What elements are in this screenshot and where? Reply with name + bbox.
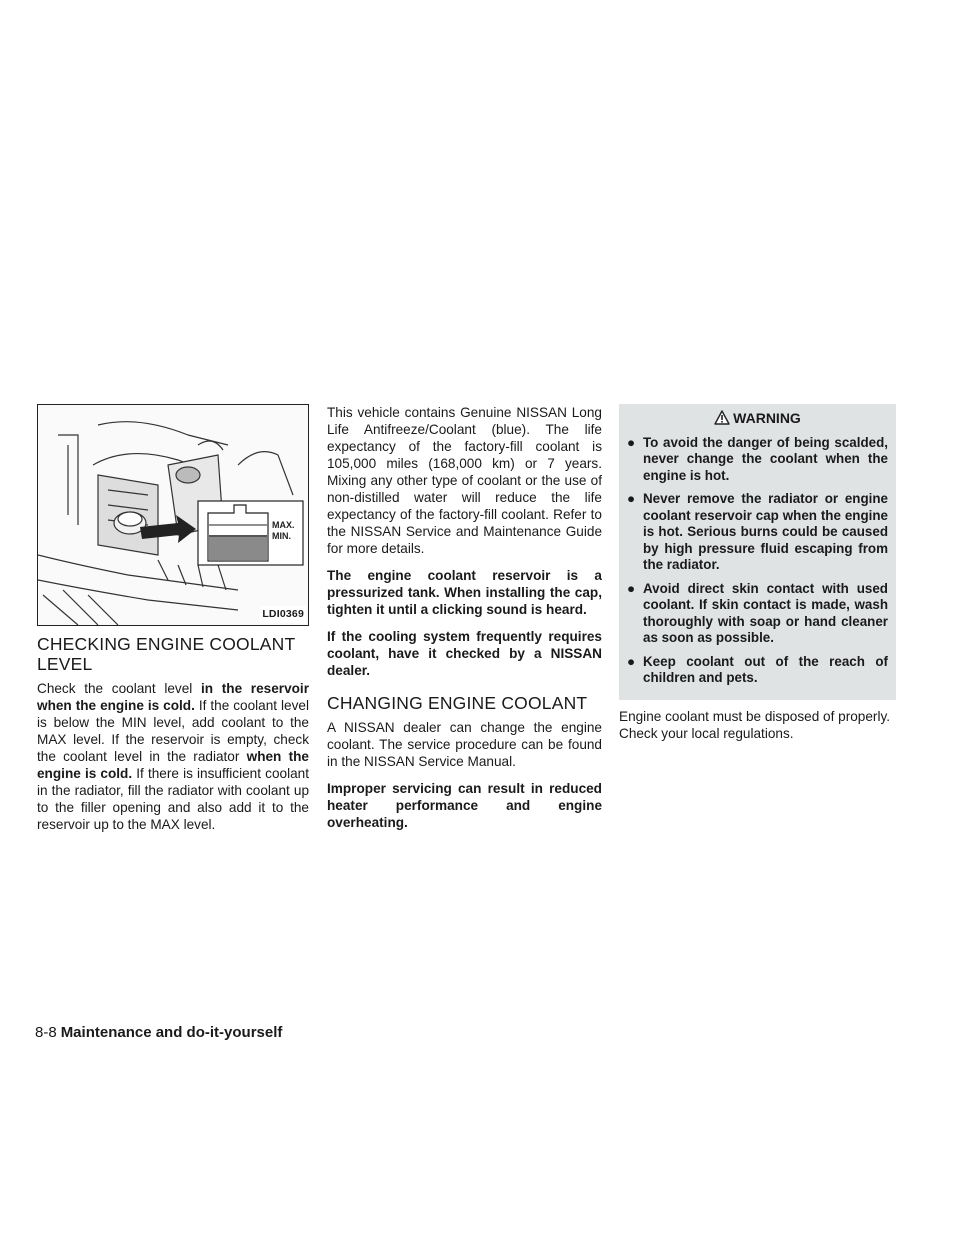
text-run-bold: when the engine is cold. <box>37 749 309 781</box>
column-left <box>37 404 309 843</box>
list-item <box>627 491 888 574</box>
section-heading-checking-coolant: CHECKING ENGINE COOLANT LEVEL <box>37 634 296 674</box>
list-item <box>627 581 888 647</box>
list-item <box>627 654 888 687</box>
engine-bay-figure <box>37 404 309 626</box>
warning-box <box>619 404 896 700</box>
checking-coolant-paragraph <box>37 680 309 833</box>
changing-coolant-paragraph: A NISSAN dealer can change the engine coolant. The service procedure can be found in the NISSAN Service Manual. <box>327 720 602 769</box>
list-item <box>627 435 888 485</box>
bullet-icon: ● <box>627 580 636 596</box>
dealer-check-note: If the cooling system frequently requires coolant, have it checked by a NISSAN dealer. <box>327 629 602 678</box>
section-heading-changing-coolant: CHANGING ENGINE COOLANT <box>327 693 588 713</box>
bullet-icon: ● <box>627 434 636 450</box>
text-run: Check the coolant level <box>37 681 201 696</box>
coolant-info-paragraph: This vehicle contains Genuine NISSAN Long Life Antifreeze/Coolant (blue). The life expectancy of the factory-fill coolant is 105,000 miles (168,000 km) or 7 years. Mixing any other type of coolant or the use of non-distilled water will reduce the life expectancy of the factory-fill coolant. Refer to the NISSAN Service and Maintenance Guide for more details. <box>327 405 602 556</box>
text-run: If there is insufficient coolant in the radiator, fill the radiator with coolant up to the filler opening and also add it to the reservoir up to the MAX level. <box>37 766 309 832</box>
column-middle <box>327 404 602 841</box>
warning-item-text: Keep coolant out of the reach of children and pets. <box>643 653 888 685</box>
warning-triangle-icon <box>714 410 730 425</box>
warning-title <box>627 406 888 435</box>
engine-bay-illustration <box>38 405 308 625</box>
text-run: If the coolant level is below the MIN level, add coolant to the MAX level. If the reservoir is empty, check the coolant level in the radiator <box>37 698 309 764</box>
max-label: MAX. <box>272 520 295 530</box>
text-run-bold: in the reservoir when the engine is cold. <box>37 681 310 713</box>
warning-item-text: Never remove the radiator or engine coolant reservoir cap when the engine is hot. Serious burns could be caused by high pressure fluid escaping from the radiator. <box>643 491 888 572</box>
warning-item-text: To avoid the danger of being scalded, never change the coolant when the engine is hot. <box>643 434 888 483</box>
column-right <box>619 404 896 752</box>
warning-title-text: WARNING <box>733 410 801 426</box>
figure-id: LDI0369 <box>260 606 306 623</box>
disposal-paragraph: Engine coolant must be disposed of properly. Check your local regulations. <box>619 708 891 741</box>
page-footer <box>35 1024 282 1041</box>
page-number: 8-8 <box>35 1024 57 1041</box>
bullet-icon: ● <box>627 653 636 669</box>
bullet-icon: ● <box>627 491 636 506</box>
warning-item-text: Avoid direct skin contact with used coolant. If skin contact is made, wash thoroughly with soap or hand cleaner as soon as possible. <box>643 580 888 645</box>
chapter-title: Maintenance and do-it-yourself <box>60 1024 283 1041</box>
pressurized-tank-note: The engine coolant reservoir is a pressurized tank. When installing the cap, tighten it until a clicking sound is heard. <box>327 568 602 617</box>
improper-servicing-note: Improper servicing can result in reduced heater performance and engine overheating. <box>327 781 602 830</box>
warning-list <box>627 435 888 687</box>
min-label: MIN. <box>272 531 291 541</box>
